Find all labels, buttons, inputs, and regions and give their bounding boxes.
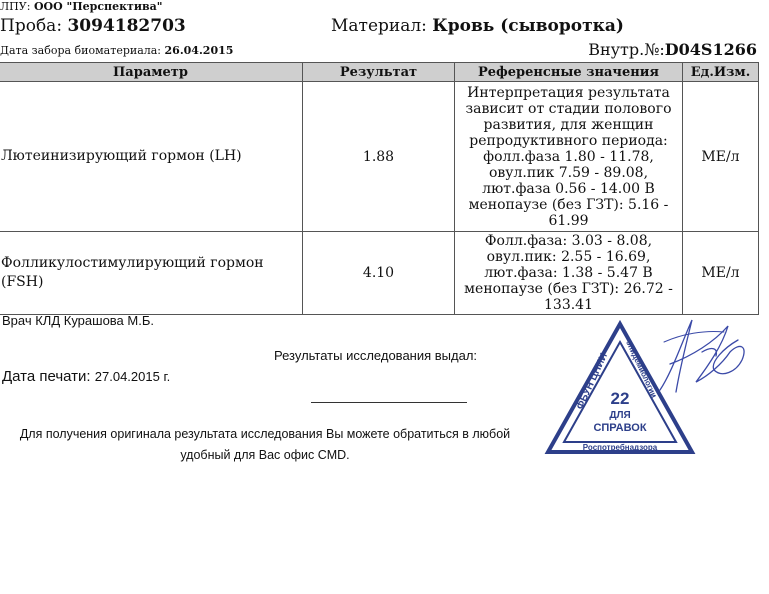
column-header-result: Результат (303, 63, 455, 82)
collection-date-value: 26.04.2015 (164, 44, 234, 57)
result-cell: 1.88 (303, 82, 455, 232)
table-row (0, 232, 759, 315)
material-value: Кровь (сыворотка) (432, 16, 624, 36)
column-header-unit: Ед.Изм. (683, 63, 759, 82)
print-date-label: Дата печати: (2, 368, 91, 385)
unit-cell: МЕ/л (683, 232, 759, 315)
collection-date-label: Дата забора биоматериала: (0, 44, 162, 57)
print-date-line (2, 368, 170, 385)
sample-label: Проба: (0, 16, 63, 36)
column-header-parameter: Параметр (0, 63, 303, 82)
stamp-number: 22 (610, 389, 630, 408)
svg-text:ФБУН ЦНИИ (575, 351, 610, 411)
print-date-value: 27.04.2015 г. (94, 369, 171, 384)
lpu-label: ЛПУ: (0, 0, 31, 13)
stamp-top-text: ФБУН ЦНИИ (574, 351, 610, 412)
signature-line (311, 402, 467, 403)
result-cell: 4.10 (303, 232, 455, 315)
results-table (0, 62, 759, 315)
internal-number-line (588, 40, 757, 59)
lpu-line (0, 0, 163, 13)
lpu-value: ООО "Перспектива" (33, 0, 163, 13)
stamp-center-line1: ДЛЯ (609, 410, 631, 421)
table-header-row (0, 63, 759, 82)
stamp-right-text: эпидемиологии (624, 339, 659, 400)
stamp-center-line2: СПРАВОК (593, 422, 647, 434)
sample-number: 3094182703 (67, 16, 186, 36)
original-copy-note: Для получения оригинала результата исследования Вы можете обратиться в любой удобный для Вас офис CMD. (19, 427, 511, 462)
stamp-bottom-text: Роспотребнадзора (582, 443, 658, 452)
table-row (0, 82, 759, 232)
collection-date-line (0, 44, 233, 57)
column-header-reference: Референсные значения (455, 63, 683, 82)
reference-cell: Интерпретация результата зависит от стадии полового развития, для женщин репродуктивного периода: фолл.фаза 1.80 - 11.78, овул.пик 7.59 - 89.08, лют.фаза 0.56 - 14.00 В менопаузе (без ГЗТ): 5.16 - 61.99 (455, 82, 683, 232)
unit-cell: МЕ/л (683, 82, 759, 232)
internal-number-value: D04S1266 (664, 40, 757, 59)
material-label: Материал: (331, 16, 427, 36)
reference-cell: Фолл.фаза: 3.03 - 8.08, овул.пик: 2.55 - 16.69, лют.фаза: 1.38 - 5.47 В менопаузе (без ГЗТ): 26.72 - 133.41 (455, 232, 683, 315)
parameter-cell: Фолликулостимулирующий гормон (FSH) (0, 232, 303, 315)
internal-number-label: Внутр.№: (588, 40, 665, 59)
handwritten-signature (652, 312, 752, 404)
parameter-cell: Лютеинизирующий гормон (LH) (0, 82, 303, 232)
sample-line (0, 16, 186, 36)
doctor-name: Врач КЛД Курашова М.Б. (2, 313, 154, 328)
issued-by-label: Результаты исследования выдал: (274, 348, 478, 363)
material-line (331, 16, 624, 36)
